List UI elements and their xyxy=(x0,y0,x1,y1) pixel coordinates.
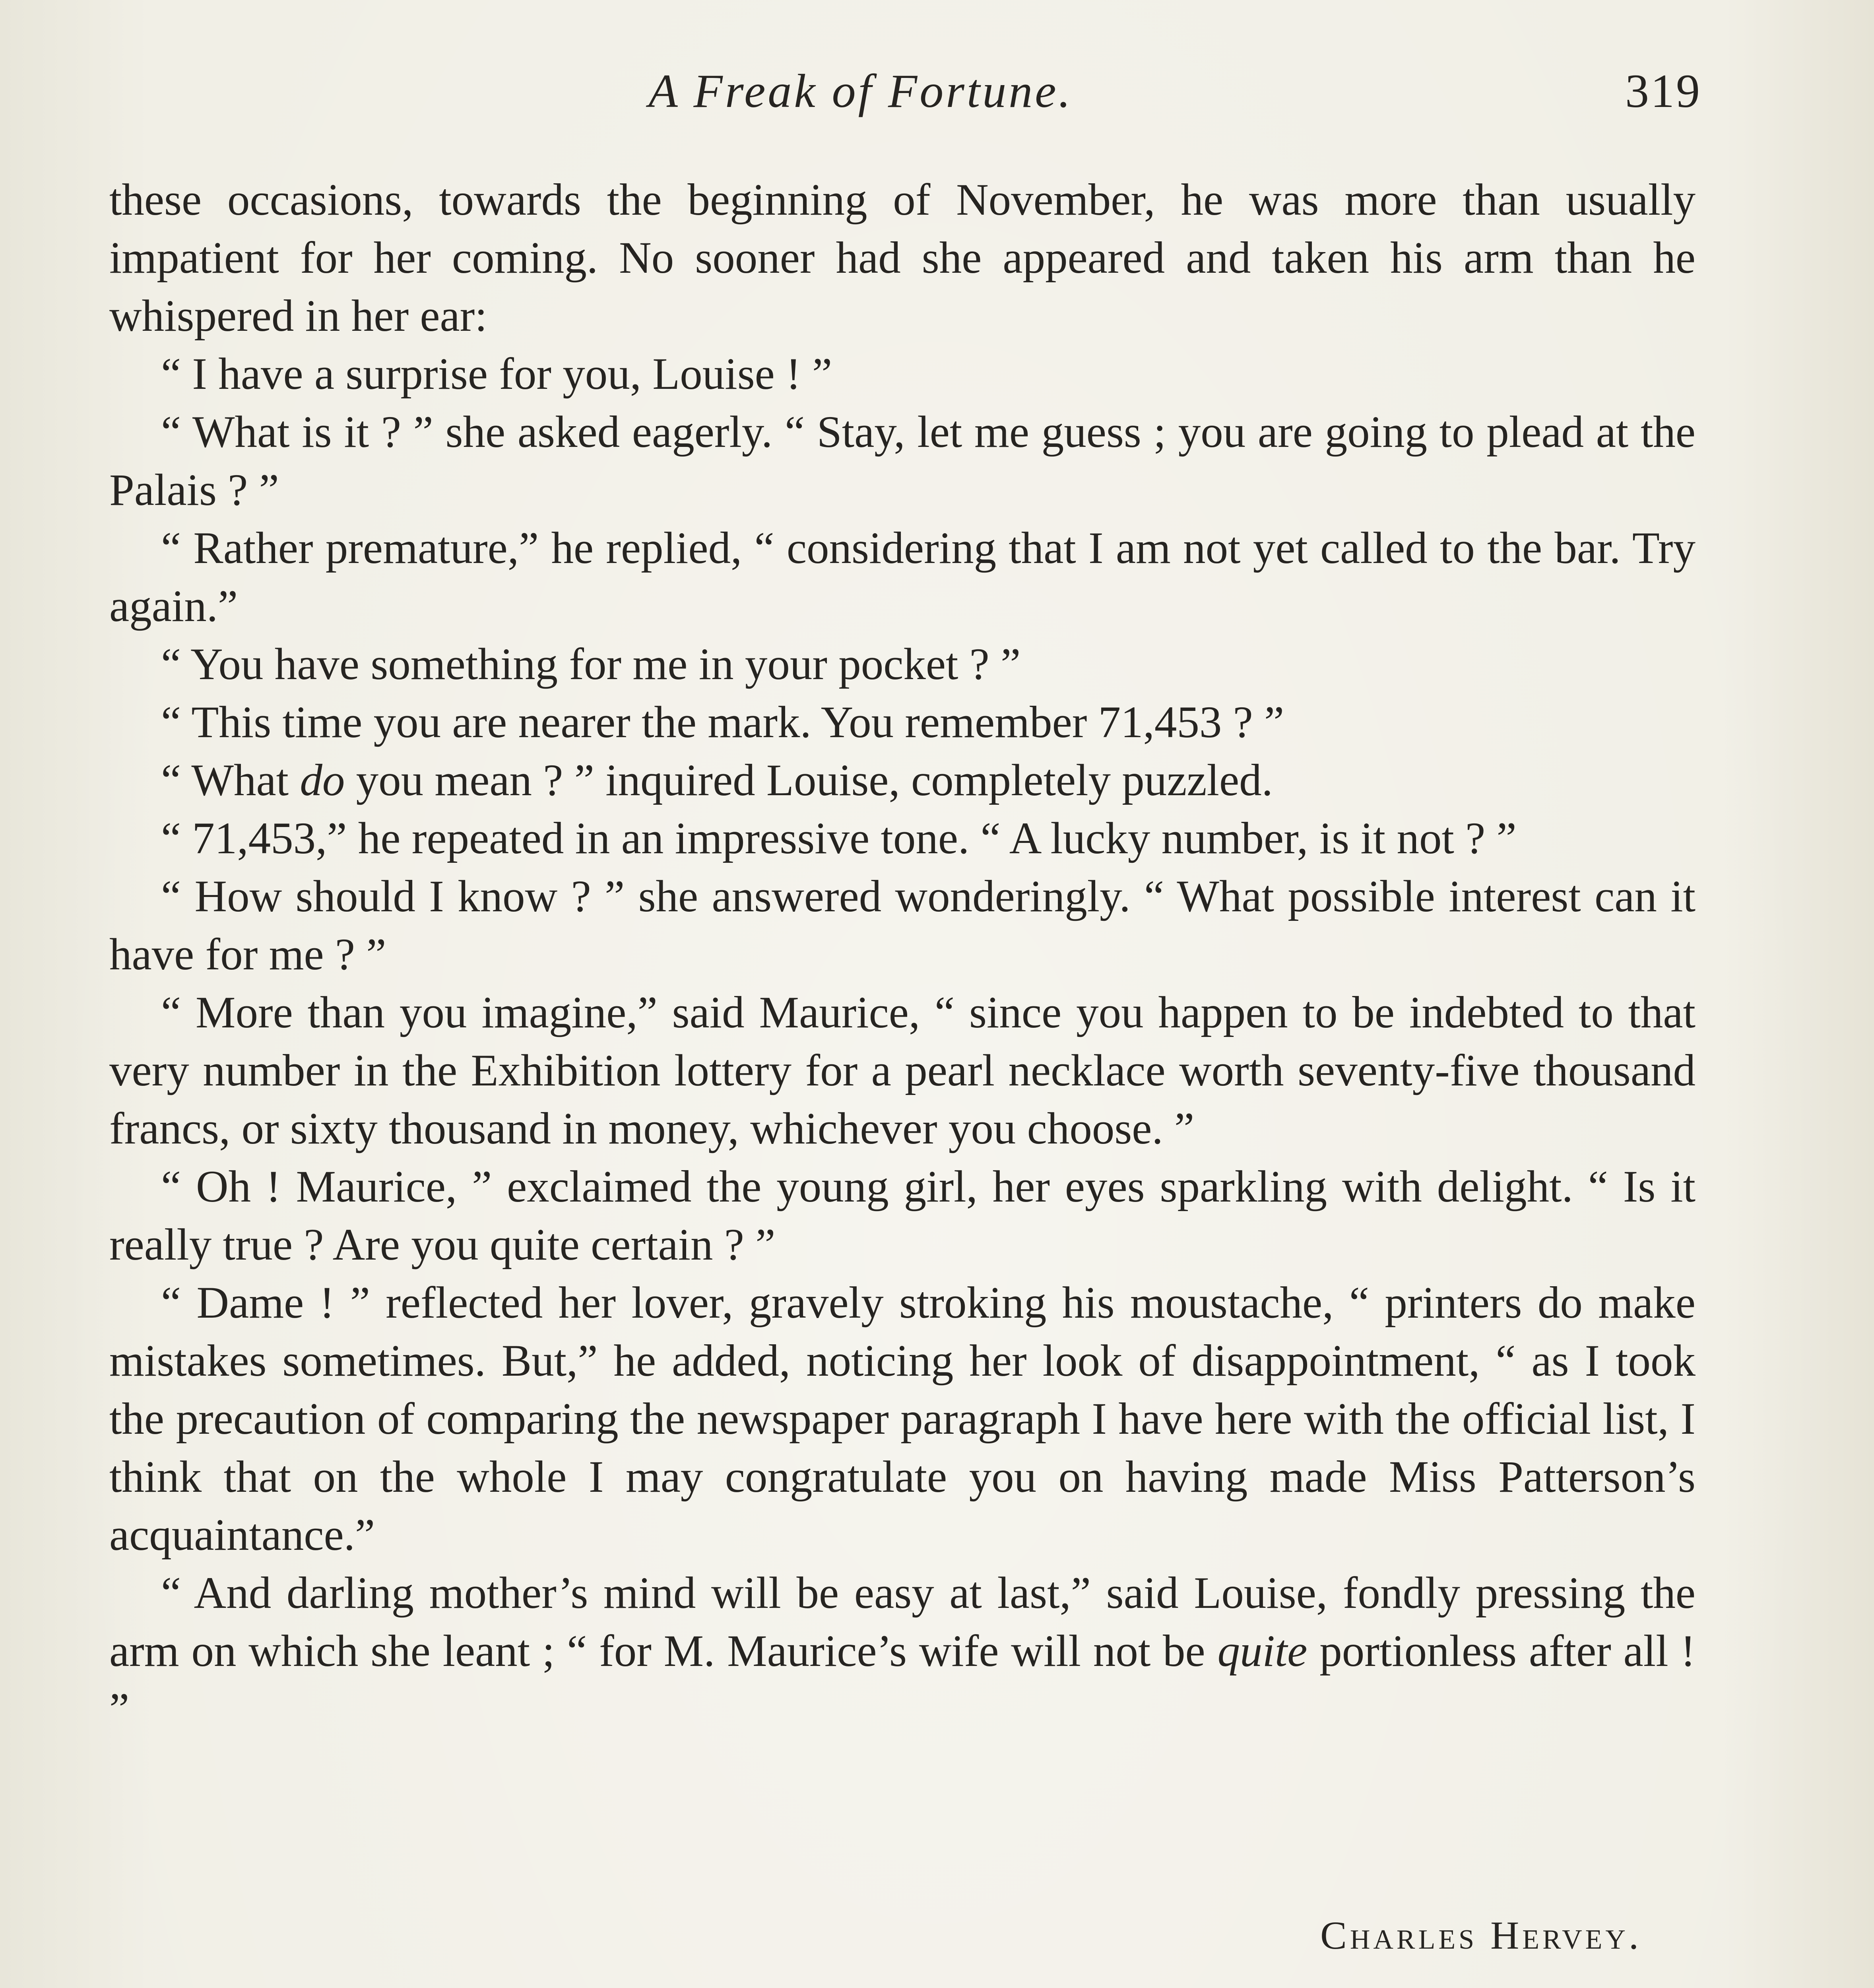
paragraph-7-after: you mean ? ” inquired Louise, completely puzzled. xyxy=(345,755,1273,805)
paragraph-10: “ More than you imagine,” said Maurice, “ since you happen to be indebted to that very number in the Exhibition lottery for a pearl necklace worth seventy-five thousand francs, or sixty thousand in money, whichever you choose. ” xyxy=(109,988,1696,1153)
paragraph-13 xyxy=(109,1564,1696,1738)
paragraph-8: “ 71,453,” he repeated in an impressive tone. “ A lucky number, is it not ? ” xyxy=(161,813,1517,863)
paragraph-13-before: “ And darling mother’s mind will be easy at last,” said Louise, fondly pressing the arm on which she leant ; “ for M. Maurice’s wife will not be xyxy=(109,1568,1696,1676)
paragraph-7 xyxy=(109,751,1696,810)
author-signature: Charles Hervey. xyxy=(1320,1913,1642,1957)
paragraph-9: “ How should I know ? ” she answered wonderingly. “ What possible interest can it have for me ? ” xyxy=(109,872,1696,979)
paragraph-12: “ Dame ! ” reflected her lover, gravely stroking his moustache, “ printers do make mistakes sometimes. But,” he added, noticing her look of disappointment, “ as I took the precaution of comparing the newspaper paragraph I have here with the official list, I think that on the whole I may congratulate you on having made Miss Patterson’s acquaintance.” xyxy=(109,1278,1696,1560)
paragraph-11: “ Oh ! Maurice, ” exclaimed the young girl, her eyes sparkling with delight. “ Is it really true ? Are you quite certain ? ” xyxy=(109,1162,1696,1270)
paragraph-2: “ I have a surprise for you, Louise ! ” xyxy=(161,349,832,399)
story-text xyxy=(109,171,1696,1738)
paragraph-6: “ This time you are nearer the mark. You remember 71,453 ? ” xyxy=(161,697,1284,747)
paragraph-7-before: “ What xyxy=(161,755,300,805)
paragraph-1: these occasions, towards the beginning of November, he was more than usually impatient for her coming. No sooner had she appeared and taken his arm than he whispered in her ear: xyxy=(109,175,1696,341)
paragraph-4: “ Rather premature,” he replied, “ considering that I am not yet called to the bar. Try again.” xyxy=(109,523,1696,631)
running-title: A Freak of Fortune. xyxy=(648,64,1073,117)
paragraph-3: “ What is it ? ” she asked eagerly. “ Stay, let me guess ; you are going to plead at the Palais ? ” xyxy=(109,407,1696,515)
paragraph-7-emphasis: do xyxy=(300,755,345,805)
paragraph-5: “ You have something for me in your pocket ? ” xyxy=(161,639,1021,689)
paragraph-13-emphasis: quite xyxy=(1217,1626,1308,1676)
paragraph-13-after: portionless after all ! ” xyxy=(109,1626,1696,1734)
page-number: 319 xyxy=(1625,64,1701,117)
